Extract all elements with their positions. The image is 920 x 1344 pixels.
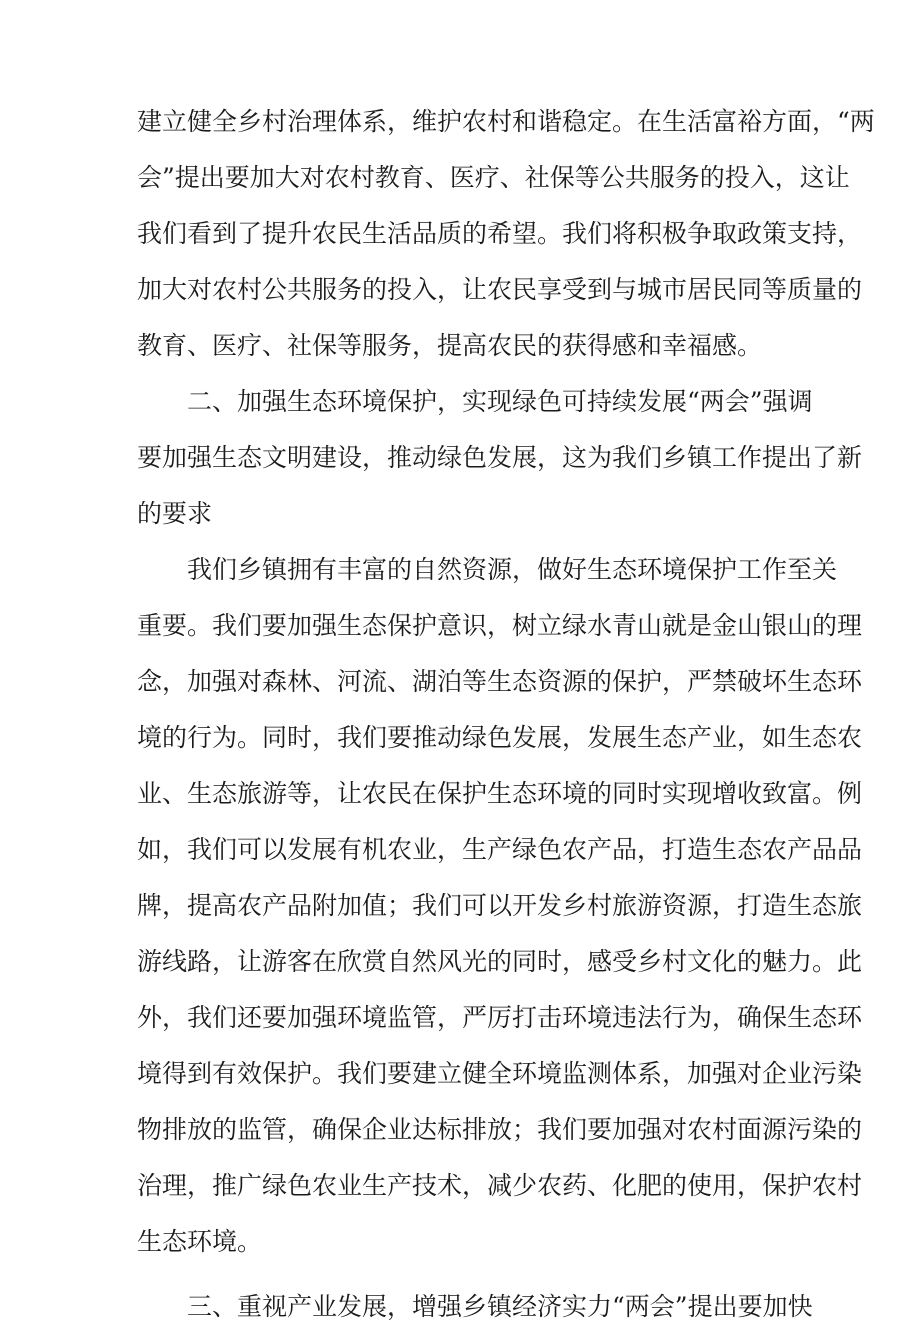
paragraph-3-line-12: 治理，推广绿色农业生产技术，减少农药、化肥的使用，保护农村 [137,1171,863,1200]
paragraph-3-line-13: 生态环境。 [137,1227,263,1256]
paragraph-3-line-9: 外，我们还要加强环境监管，严厉打击环境违法行为，确保生态环 [137,1003,863,1032]
paragraph-3-line-2: 重要。我们要加强生态保护意识，树立绿水青山就是金山银山的理 [137,611,863,640]
section-2-heading-line-1: 二、加强生态环境保护，实现绿色可持续发展“两会”强调 [187,387,813,416]
paragraph-1-line-3: 我们看到了提升农民生活品质的希望。我们将积极争取政策支持， [137,219,863,248]
paragraph-1-line-1: 建立健全乡村治理体系，维护农村和谐稳定。在生活富裕方面，“两 [137,107,875,136]
paragraph-1-line-2: 会”提出要加大对农村教育、医疗、社保等公共服务的投入，这让 [137,163,850,192]
section-3-heading-line-1: 三、重视产业发展，增强乡镇经济实力“两会”提出要加快 [187,1292,813,1321]
paragraph-3-line-5: 业、生态旅游等，让农民在保护生态环境的同时实现增收致富。例 [137,779,863,808]
paragraph-3-line-7: 牌，提高农产品附加值；我们可以开发乡村旅游资源，打造生态旅 [137,891,863,920]
document-body [137,103,875,1344]
paragraph-3-line-4: 境的行为。同时，我们要推动绿色发展，发展生态产业，如生态农 [137,723,863,752]
paragraph-1-line-5: 教育、医疗、社保等服务，提高农民的获得感和幸福感。 [137,331,763,360]
section-2-heading-line-2: 要加强生态文明建设，推动绿色发展，这为我们乡镇工作提出了新 [137,443,863,472]
paragraph-3-line-3: 念，加强对森林、河流、湖泊等生态资源的保护，严禁破坏生态环 [137,667,863,696]
paragraph-1-line-4: 加大对农村公共服务的投入，让农民享受到与城市居民同等质量的 [137,275,863,304]
paragraph-3-line-11: 物排放的监管，确保企业达标排放；我们要加强对农村面源污染的 [137,1115,863,1144]
paragraph-3-line-8: 游线路，让游客在欣赏自然风光的同时，感受乡村文化的魅力。此 [137,947,863,976]
section-2-heading-line-3: 的要求 [137,499,213,528]
paragraph-3-line-6: 如，我们可以发展有机农业，生产绿色农产品，打造生态农产品品 [137,835,863,864]
paragraph-3-line-1: 我们乡镇拥有丰富的自然资源，做好生态环境保护工作至关 [187,555,838,584]
paragraph-3-line-10: 境得到有效保护。我们要建立健全环境监测体系，加强对企业污染 [137,1059,863,1088]
